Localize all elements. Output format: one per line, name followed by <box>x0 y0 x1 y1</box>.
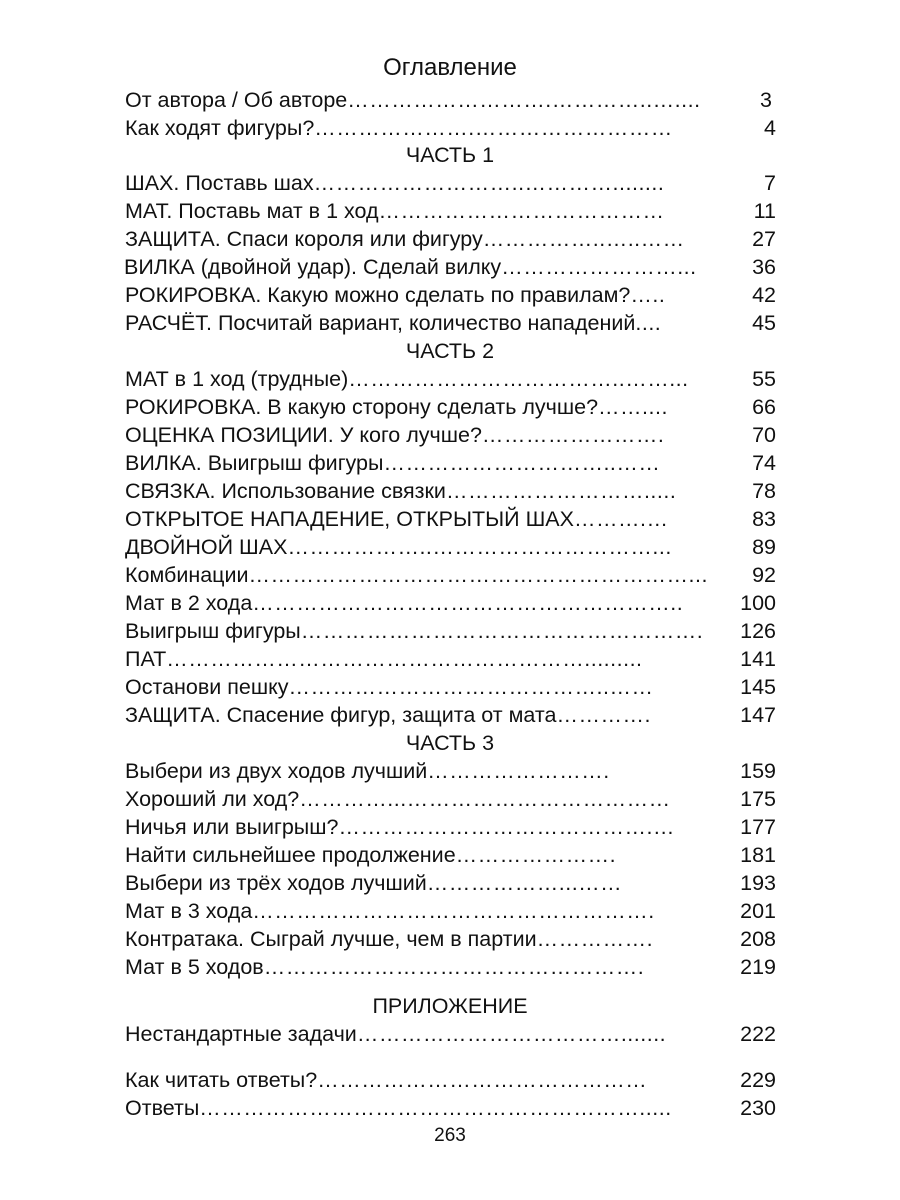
toc-entry-label: ЗАЩИТА. Спасение фигур, защита от мата <box>125 703 557 727</box>
toc-entry-leader: ………………………..…………........ <box>313 171 665 195</box>
toc-entry-label: ПАТ <box>125 647 167 671</box>
toc-entry-label: Комбинации <box>125 563 249 587</box>
toc-entry-label: Мат в 5 ходов <box>125 955 264 979</box>
toc-entry-page: 208 <box>740 927 776 951</box>
toc-entry-page: 3 <box>760 88 772 112</box>
toc-entry-leader: ……………………………………..…… <box>288 675 654 699</box>
toc-entry-page: 219 <box>740 955 776 979</box>
toc-entry-page: 78 <box>752 479 776 503</box>
toc-entry-page: 74 <box>752 451 776 475</box>
toc-entry-page: 201 <box>740 899 776 923</box>
toc-entry-leader: ……………………………………………. <box>263 955 645 979</box>
toc-entry-page: 42 <box>752 283 776 307</box>
section-heading: ЧАСТЬ 2 <box>405 339 495 363</box>
toc-entry-label: Как ходят фигуры? <box>125 116 315 140</box>
toc-entry-label: Останови пешку <box>125 675 289 699</box>
toc-entry-page: 66 <box>752 395 776 419</box>
toc-entry-page: 159 <box>740 759 776 783</box>
toc-entry-leader: ….. <box>630 283 666 307</box>
section-heading: ПРИЛОЖЕНИЕ <box>372 994 528 1018</box>
toc-entry-page: 229 <box>740 1068 776 1092</box>
toc-entry-leader: …………………………..…… <box>383 451 661 475</box>
toc-entry-leader: ……………………………………………………... <box>248 563 708 587</box>
toc-entry-label: Выигрыш фигуры <box>125 619 301 643</box>
toc-entry-page: 45 <box>752 311 776 335</box>
toc-entry-label: РОКИРОВКА. Какую можно сделать по правилам? <box>125 283 631 307</box>
toc-entry-label: СВЯЗКА. Использование связки <box>125 479 446 503</box>
toc-entry-leader: ……………………. <box>427 759 610 783</box>
toc-entry-page: 222 <box>740 1022 776 1046</box>
toc-entry <box>125 1092 776 1124</box>
toc-entry-page: 141 <box>740 647 776 671</box>
toc-entry-leader: .... <box>635 311 662 335</box>
toc-entry-page: 175 <box>740 787 776 811</box>
toc-entry-leader: ………………………………………………. <box>300 619 704 643</box>
toc-entry-page: 92 <box>752 563 776 587</box>
toc-entry <box>125 1018 776 1050</box>
toc-entry-leader: …….... <box>598 395 668 419</box>
toc-entry-leader: ……………………………………… <box>317 1068 648 1092</box>
toc-entry-leader: ……………………….…………..….... <box>347 88 701 112</box>
section-heading: ЧАСТЬ 3 <box>405 731 495 755</box>
toc-entry-label: Нестандартные задачи <box>125 1022 357 1046</box>
toc-entry-label: От автора / Об авторе <box>125 88 348 112</box>
toc-entry-label: Выбери из трёх ходов лучший <box>125 871 427 895</box>
toc-entry-label: Найти сильнейшее продолжение <box>125 843 456 867</box>
toc-entry-leader: ……………………. <box>481 423 665 447</box>
toc-entry-leader: ……………. <box>536 927 654 951</box>
toc-entry-leader: …………………………………….… <box>338 815 675 839</box>
toc-entry-leader: ……………………………………………………..... <box>199 1096 672 1120</box>
toc-entry-leader: ……………..…..…… <box>482 227 685 251</box>
page-title: Оглавление <box>383 54 517 81</box>
toc-entry-label: ВИЛКА. Выигрыш фигуры <box>125 451 384 475</box>
toc-entry-label: Выбери из двух ходов лучший <box>125 759 428 783</box>
toc-entry <box>125 951 776 983</box>
toc-entry-page: 70 <box>752 423 776 447</box>
toc-entry-leader: ………………………………..……... <box>348 367 689 391</box>
toc-entry-leader: ………………..…………………………... <box>287 535 672 559</box>
toc-entry-page: 147 <box>740 703 776 727</box>
toc-entry-leader: …………...……………………………… <box>299 787 671 811</box>
toc-entry-label: Контратака. Сыграй лучше, чем в партии <box>125 927 537 951</box>
toc-entry-page: 181 <box>740 843 776 867</box>
toc-entry-label: МАТ в 1 ход (трудные) <box>125 367 349 391</box>
toc-entry-leader: ………………….……………………… <box>314 116 673 140</box>
toc-entry-leader: ………………………..... <box>445 479 677 503</box>
toc-entry-label: ВИЛКА (двойной удар). Сделай вилку <box>124 255 502 279</box>
toc-entry-label: Ничья или выигрыш? <box>125 815 339 839</box>
toc-entry-label: Как читать ответы? <box>125 1068 318 1092</box>
toc-entry-page: 89 <box>752 535 776 559</box>
toc-entry-label: Мат в 2 хода <box>125 591 253 615</box>
toc-entry-label: Ответы <box>125 1096 200 1120</box>
page-number: 263 <box>434 1125 466 1146</box>
toc-entry-label: ОЦЕНКА ПОЗИЦИИ. У кого лучше? <box>125 423 482 447</box>
toc-entry-page: 55 <box>752 367 776 391</box>
toc-entry-leader: ……………………... <box>501 255 697 279</box>
toc-entry-leader: …………………. <box>455 843 617 867</box>
toc-entry-page: 36 <box>752 255 776 279</box>
toc-entry-leader: …………. <box>556 703 651 727</box>
toc-entry-page: 193 <box>740 871 776 895</box>
toc-entry-page: 126 <box>740 619 776 643</box>
toc-entry-leader: ………………...…… <box>426 871 623 895</box>
toc-entry-page: 7 <box>764 171 776 195</box>
toc-entry-leader: …………………………………………………......... <box>166 647 643 671</box>
toc-entry-page: 177 <box>740 815 776 839</box>
toc-entry-page: 4 <box>764 116 776 140</box>
toc-entry-leader: ……….… <box>574 507 669 531</box>
toc-entry-label: Хороший ли ход? <box>125 787 300 811</box>
toc-entry-page: 230 <box>740 1096 776 1120</box>
toc-entry-label: РОКИРОВКА. В какую сторону сделать лучше? <box>125 395 599 419</box>
toc-entry-leader: ………………………………… <box>378 199 665 223</box>
toc-entry-leader: ………………………………………………….. <box>252 591 684 615</box>
toc-entry-page: 100 <box>740 591 776 615</box>
section-heading: ЧАСТЬ 1 <box>405 143 495 167</box>
toc-entry-page: 27 <box>752 227 776 251</box>
toc-entry-page: 11 <box>753 199 776 223</box>
toc-entry-label: Мат в 3 хода <box>125 899 253 923</box>
toc-entry-leader: ………………………………………………. <box>252 899 655 923</box>
toc-entry-page: 145 <box>740 675 776 699</box>
toc-entry-label: ДВОЙНОЙ ШАХ <box>125 535 288 559</box>
toc-entry-leader: ………………………………....... <box>356 1022 667 1046</box>
toc-entry-page: 83 <box>752 507 776 531</box>
toc-entry-label: ЗАЩИТА. Спаси короля или фигуру <box>125 227 483 251</box>
toc-entry-label: ШАХ. Поставь шах <box>125 171 314 195</box>
toc-entry-label: ОТКРЫТОЕ НАПАДЕНИЕ, ОТКРЫТЫЙ ШАХ <box>125 507 574 531</box>
toc-entry-label: РАСЧЁТ. Посчитай вариант, количество нападений <box>125 311 636 335</box>
toc-entry-label: МАТ. Поставь мат в 1 ход <box>125 199 379 223</box>
